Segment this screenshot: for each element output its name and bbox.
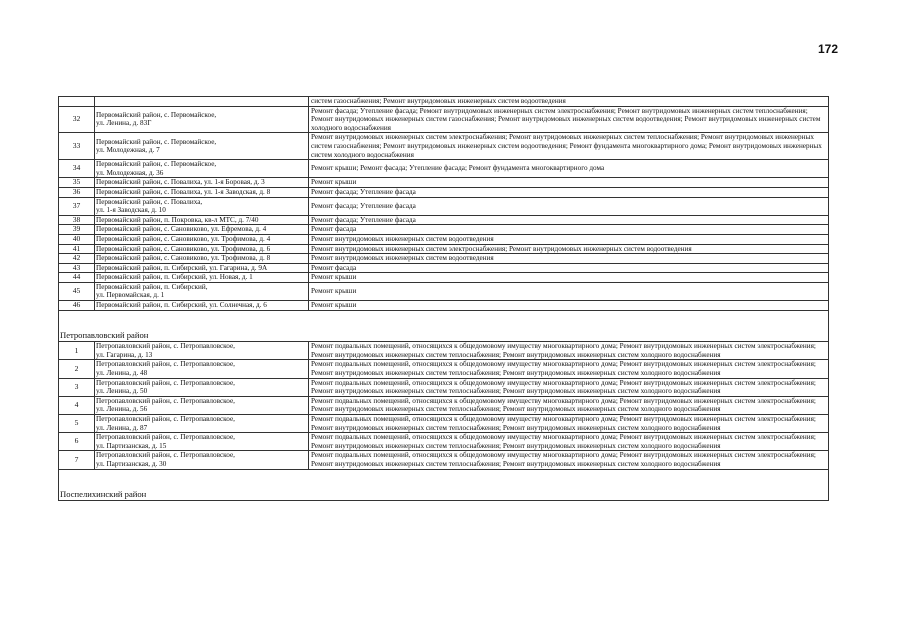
row-work-types: Ремонт внутридомовых инженерных систем водоотведения <box>309 234 829 244</box>
table-body-petropavlovsky <box>59 342 829 469</box>
table-row <box>59 254 829 264</box>
row-address: Первомайский район, п. Сибирский, ул. Солнечная, д. 6 <box>95 301 309 311</box>
table-row <box>59 106 829 133</box>
table-row <box>59 187 829 197</box>
row-address: Первомайский район, с. Сановиково, ул. Трофимова, д. 8 <box>95 254 309 264</box>
row-number: 43 <box>59 263 95 273</box>
row-work-types: Ремонт внутридомовых инженерных систем водоотведения <box>309 254 829 264</box>
table-row <box>59 234 829 244</box>
row-number: 34 <box>59 160 95 178</box>
row-address: Петропавловский район, с. Петропавловское, ул. Партизанская, д. 15 <box>95 433 309 451</box>
row-work-types: Ремонт подвальных помещений, относящихся к общедомовому имуществу многоквартирного дома; Ремонт внутридомовых инженерных систем электроснабжения; Ремонт внутридомовых инженерных систем теплоснабжения; Ремонт внутридомовых инженерных систем холодного водоснабжения <box>309 378 829 396</box>
table-row <box>59 415 829 433</box>
row-address: Первомайский район, с. Сановиково, ул. Ефремова, д. 4 <box>95 225 309 235</box>
row-number: 38 <box>59 215 95 225</box>
row-work-types: Ремонт внутридомовых инженерных систем электроснабжения; Ремонт внутридомовых инженерных систем теплоснабжения; Ремонт внутридомовых инженерных систем газоснабжения; Ремонт внутридомовых инженерных систем водоотведения; Ремонт фундамента многоквартирного дома; Ремонт внутридомовых инженерных систем холодного водоснабжения <box>309 133 829 160</box>
section-petropavlovsky <box>59 321 829 342</box>
repair-schedule-table <box>58 96 829 501</box>
row-address: Петропавловский район, с. Петропавловское, ул. Ленина, д. 87 <box>95 415 309 433</box>
table-row <box>59 197 829 215</box>
row-address: Петропавловский район, с. Петропавловское, ул. Ленина, д. 56 <box>95 396 309 414</box>
row-address: Петропавловский район, с. Петропавловское, ул. Ленина, д. 48 <box>95 360 309 378</box>
table-gap <box>59 310 829 321</box>
row-number: 33 <box>59 133 95 160</box>
table-row <box>59 360 829 378</box>
table-row <box>59 282 829 300</box>
table-row <box>59 225 829 235</box>
row-work-types: Ремонт крыши <box>309 273 829 283</box>
row-work-types: Ремонт подвальных помещений, относящихся к общедомовому имуществу многоквартирного дома; Ремонт внутридомовых инженерных систем электроснабжения; Ремонт внутридомовых инженерных систем теплоснабжения; Ремонт внутридомовых инженерных систем холодного водоснабжения <box>309 433 829 451</box>
table-row <box>59 215 829 225</box>
row-work-types: Ремонт фасада; Утепление фасада <box>309 215 829 225</box>
row-number: 2 <box>59 360 95 378</box>
row-address: Первомайский район, с. Повалиха, ул. 1-я Заводская, д. 10 <box>95 197 309 215</box>
row-work-types: Ремонт внутридомовых инженерных систем электроснабжения; Ремонт внутридомовых инженерных систем водоотведения <box>309 244 829 254</box>
row-address: Первомайский район, с. Первомайское, ул. Молодежная, д. 36 <box>95 160 309 178</box>
row-work-types: Ремонт фасада; Утепление фасада <box>309 197 829 215</box>
row-number: 3 <box>59 378 95 396</box>
row-address: Первомайский район, с. Первомайское, ул. Ленина, д. 83Г <box>95 106 309 133</box>
page-number: 172 <box>818 42 839 56</box>
row-address: Петропавловский район, с. Петропавловское, ул. Ленина, д. 50 <box>95 378 309 396</box>
row-number: 37 <box>59 197 95 215</box>
section-title-petropavlovsky: Петропавловский район <box>59 321 829 342</box>
table-row <box>59 133 829 160</box>
table-row <box>59 244 829 254</box>
row-work-types: Ремонт подвальных помещений, относящихся к общедомовому имуществу многоквартирного дома; Ремонт внутридомовых инженерных систем электроснабжения; Ремонт внутридомовых инженерных систем теплоснабжения; Ремонт внутридомовых инженерных систем холодного водоснабжения <box>309 415 829 433</box>
table-row <box>59 433 829 451</box>
row-number: 32 <box>59 106 95 133</box>
table-row <box>59 263 829 273</box>
row-work-types: Ремонт фасада; Утепление фасада; Ремонт внутридомовых инженерных систем электроснабжения; Ремонт внутридомовых инженерных систем теплоснабжения; Ремонт внутридомовых инженерных систем газоснабжения; Ремонт внутридомовых инженерных систем водоотведения; Ремонт внутридомовых инженерных систем холодного водоснабжения <box>309 106 829 133</box>
row-work-types: Ремонт фасада <box>309 263 829 273</box>
row-number <box>59 97 95 107</box>
row-address: Петропавловский район, с. Петропавловское, ул. Партизанская, д. 30 <box>95 451 309 469</box>
row-number: 1 <box>59 342 95 360</box>
row-work-types: Ремонт крыши; Ремонт фасада; Утепление фасада; Ремонт фундамента многоквартирного дома <box>309 160 829 178</box>
row-address <box>95 97 309 107</box>
row-work-types: Ремонт подвальных помещений, относящихся к общедомовому имуществу многоквартирного дома; Ремонт внутридомовых инженерных систем электроснабжения; Ремонт внутридомовых инженерных систем теплоснабжения; Ремонт внутридомовых инженерных систем холодного водоснабжения <box>309 451 829 469</box>
row-number: 39 <box>59 225 95 235</box>
row-number: 46 <box>59 301 95 311</box>
row-number: 4 <box>59 396 95 414</box>
row-address: Первомайский район, с. Сановиково, ул. Трофимова, д. 6 <box>95 244 309 254</box>
row-work-types: Ремонт крыши <box>309 282 829 300</box>
row-address: Первомайский район, п. Покровка, кв-л МТС, д. 7/40 <box>95 215 309 225</box>
row-number: 5 <box>59 415 95 433</box>
table-body-pervomaisky <box>59 97 829 311</box>
row-number: 45 <box>59 282 95 300</box>
row-work-types: систем газоснабжения; Ремонт внутридомовых инженерных систем водоотведения <box>309 97 829 107</box>
table-row <box>59 342 829 360</box>
row-number: 7 <box>59 451 95 469</box>
row-address: Первомайский район, с. Повалиха, ул. 1-я Заводская, д. 8 <box>95 187 309 197</box>
row-number: 41 <box>59 244 95 254</box>
row-number: 6 <box>59 433 95 451</box>
table-row <box>59 178 829 188</box>
row-number: 40 <box>59 234 95 244</box>
row-work-types: Ремонт подвальных помещений, относящихся к общедомовому имуществу многоквартирного дома; Ремонт внутридомовых инженерных систем электроснабжения; Ремонт внутридомовых инженерных систем теплоснабжения; Ремонт внутридомовых инженерных систем холодного водоснабжения <box>309 342 829 360</box>
row-work-types: Ремонт крыши <box>309 301 829 311</box>
table-row <box>59 301 829 311</box>
row-address: Петропавловский район, с. Петропавловское, ул. Гагарина, д. 13 <box>95 342 309 360</box>
table-row <box>59 97 829 107</box>
row-number: 44 <box>59 273 95 283</box>
section-pospelikhinsky <box>59 480 829 501</box>
table-row <box>59 160 829 178</box>
row-address: Первомайский район, п. Сибирский, ул. Новая, д. 1 <box>95 273 309 283</box>
row-number: 36 <box>59 187 95 197</box>
row-number: 35 <box>59 178 95 188</box>
row-work-types: Ремонт крыши <box>309 178 829 188</box>
table-row <box>59 378 829 396</box>
row-address: Первомайский район, с. Сановиково, ул. Трофимова, д. 4 <box>95 234 309 244</box>
row-address: Первомайский район, с. Повалиха, ул. 1-я Боровая, д. 3 <box>95 178 309 188</box>
row-address: Первомайский район, п. Сибирский, ул. Первомайская, д. 1 <box>95 282 309 300</box>
row-address: Первомайский район, с. Первомайское, ул. Молодежная, д. 7 <box>95 133 309 160</box>
row-work-types: Ремонт фасада <box>309 225 829 235</box>
row-work-types: Ремонт подвальных помещений, относящихся к общедомовому имуществу многоквартирного дома; Ремонт внутридомовых инженерных систем электроснабжения; Ремонт внутридомовых инженерных систем теплоснабжения; Ремонт внутридомовых инженерных систем холодного водоснабжения <box>309 396 829 414</box>
row-address: Первомайский район, п. Сибирский, ул. Гагарина, д. 9А <box>95 263 309 273</box>
table-row <box>59 451 829 469</box>
table-row <box>59 273 829 283</box>
row-number: 42 <box>59 254 95 264</box>
row-work-types: Ремонт фасада; Утепление фасада <box>309 187 829 197</box>
table-gap <box>59 469 829 480</box>
table-row <box>59 396 829 414</box>
row-work-types: Ремонт подвальных помещений, относящихся к общедомовому имуществу многоквартирного дома; Ремонт внутридомовых инженерных систем электроснабжения; Ремонт внутридомовых инженерных систем теплоснабжения; Ремонт внутридомовых инженерных систем холодного водоснабжения <box>309 360 829 378</box>
section-title-pospelikhinsky: Поспелихинский район <box>59 480 829 501</box>
